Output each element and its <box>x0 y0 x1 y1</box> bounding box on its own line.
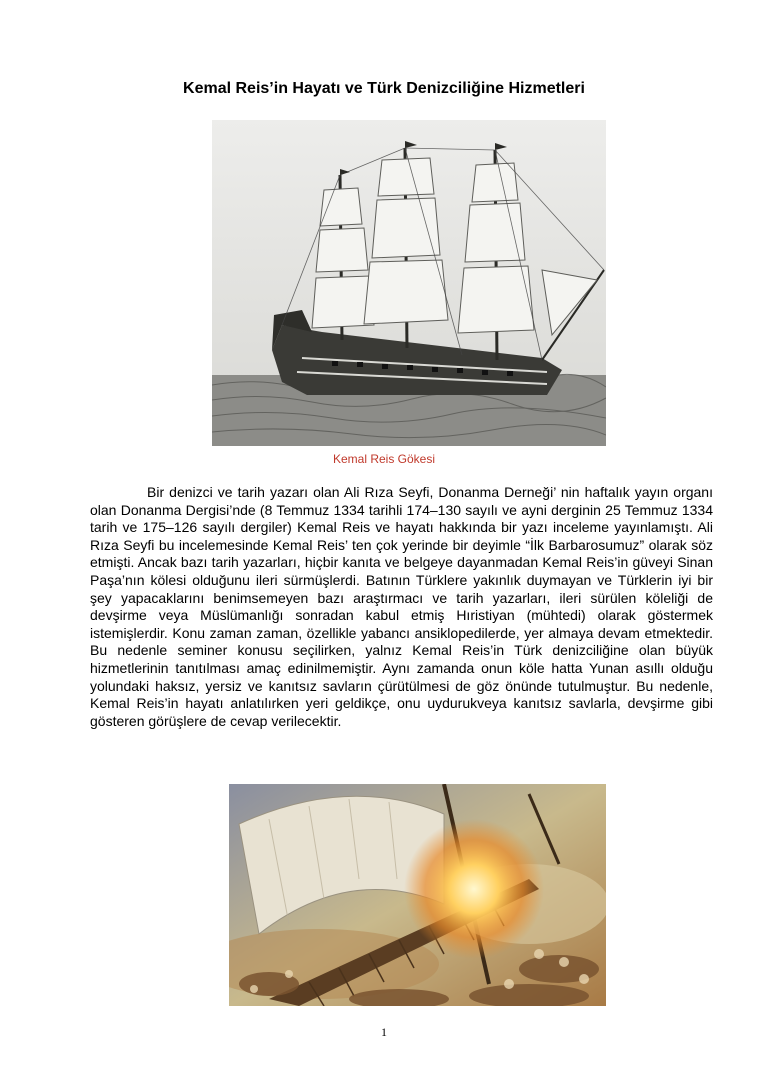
document-title: Kemal Reis’in Hayatı ve Türk Denizciliğine Hizmetleri <box>183 80 585 97</box>
naval-battle-painting-image <box>229 784 606 1006</box>
figure-caption: Kemal Reis Gökesi <box>332 452 436 466</box>
body-paragraph: Bir denizci ve tarih yazarı olan Ali Rıza Seyfi, Donanma Derneği’ nin haftalık yayın organı olan Donanma Dergisi’nde (8 Temmuz 1334 tarihli 174–130 sayılı ve ayni derginin 25 Temmuz 1334 tarih ve 175–126 sayılı dergiler) Kemal Reis ve hayatı hakkında bir yazı inceleme yayınlamıştı. Ali Rıza Seyfi bu incelemesinde Kemal Reis’ ten çok yerinde bir deyimle “İlk Barbarosumuz” olarak söz etmişti. Ancak bazı tarih yazarları, hiçbir kanıta ve belgeye dayanmadan Kemal Reis’in güveyi Sinan Paşa’nın kölesi olduğunu ileri sürmüşlerdi. Batının Türklere yakınlık duymayan ve Türklerin iyi bir şey yapacaklarını benimsemeyen bazı araştırmacı ve tarih yazarları, ileri sürülen köleliği de devşirme veya Müslümanlığı sonradan kabul etmiş Hıristiyan (mühtedi) olarak göstermek istemişlerdir. Konu zaman zaman, özellikle yabancı ansiklopedilerde, yer almaya devam etmektedir. Bu nedenle seminer konusu seçilirken, yalnız Kemal Reis’in Türk denizciliğine olan büyük hizmetlerinin tanıtılması amaç edinilmemiştir. Aynı zamanda onun köle hatta Yunan asıllı olduğu yolundaki haksız, yersiz ve kanıtsız savların çürütülmesi de göz önünde tutulmuştur. Bu nedenle, Kemal Reis’in hayatı anlatılırken yeri geldikçe, onu uydurukveya kanıtsız savlarla, devşirme gibi gösteren görüşlere de cevap verilecektir. <box>90 484 713 729</box>
ship-engraving-image <box>212 120 606 446</box>
page-number: 1 <box>381 1025 387 1039</box>
